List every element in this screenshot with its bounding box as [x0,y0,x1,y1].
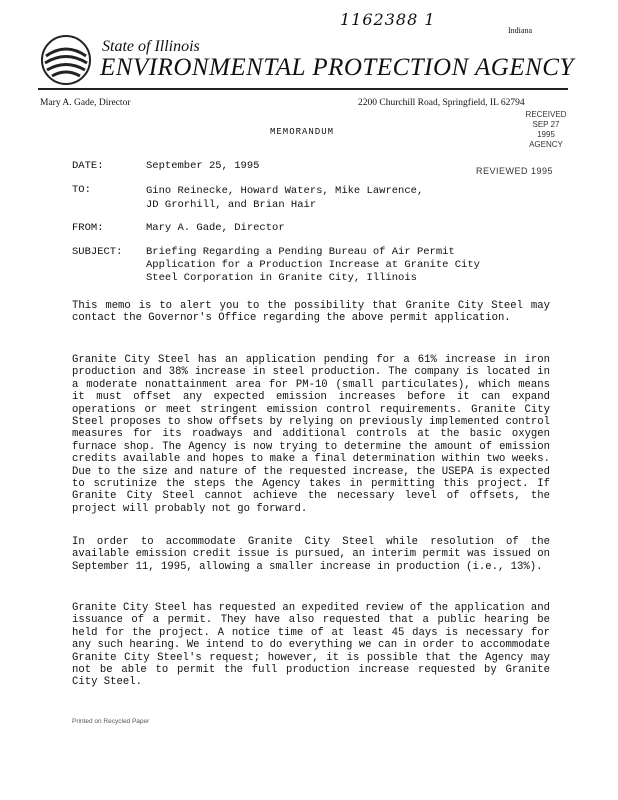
from-value: Mary A. Gade, Director [146,222,285,234]
stamp-line: SEP 27 [532,120,560,129]
subject-label: SUBJECT: [72,246,123,258]
letterhead-rule [38,88,568,90]
body-paragraph: In order to accommodate Granite City Steel while resolution of the available emission credit issue is pursued, an interim permit was issued on September 11, 1995, allowing a smaller increase in production (i.e., 13%). [72,536,550,573]
body-paragraph: Granite City Steel has an application pending for a 61% increase in iron production and 38% increase in steel production. The company is located in a moderate nonattainment area for PM-10 (small particulates), which means it must offset any expected emission increases before it can expand operations or meet stringent emission control requirements. Granite City Steel proposes to show offsets by relying on previously implemented control measures for its roadways and additional controls at the basic oxygen furnace shop. The Agency is now trying to determine the amount of emission credits available and hopes to make a final determination within two weeks. Due to the size and nature of the requested increase, the USEPA is expected to scrutinize the steps the Agency takes in permitting this project. If Granite City Steel cannot achieve the necessary level of offsets, the project will probably not go forward. [72,354,550,515]
body-paragraph: This memo is to alert you to the possibility that Granite City Steel may contact the Governor's Office regarding the above permit application. [72,300,550,325]
stamp-line: 1995 [537,130,555,139]
memo-heading: MEMORANDUM [270,127,335,137]
to-value: Gino Reinecke, Howard Waters, Mike Lawrence, JD Grorhill, and Brian Hair [146,185,424,211]
state-name: State of Illinois [102,38,200,55]
stamp-line: RECEIVED [525,110,567,119]
to-label: TO: [72,184,91,196]
handwritten-document-number: 1162388 1 [340,10,436,29]
date-value: September 25, 1995 [146,160,260,172]
agency-address: 2200 Churchill Road, Springfield, IL 62794 [358,98,525,108]
director-line: Mary A. Gade, Director [40,98,131,108]
subject-value: Briefing Regarding a Pending Bureau of Air Permit Application for a Production Increase at Granite City Steel Corporation in Granite City, Illinois [146,246,480,284]
agency-name: ENVIRONMENTAL PROTECTION AGENCY [100,54,574,81]
date-label: DATE: [72,160,104,172]
from-label: FROM: [72,222,104,234]
illinois-epa-seal-icon [40,34,92,86]
body-paragraph: Granite City Steel has requested an expedited review of the application and issuance of a permit. They have also requested that a public hearing be held for the project. A notice time of at least 45 days is necessary for any such hearing. We intend to do everything we can in order to accommodate Granite City Steel's request; however, it is possible that the Agency may not be able to permit the full production increase requested by Granite City Steel. [72,602,550,689]
reviewed-stamp: REVIEWED 1995 [476,166,554,176]
received-stamp [520,110,572,150]
stamp-line: AGENCY [529,140,563,149]
recycled-paper-footer: Printed on Recycled Paper [72,718,150,725]
top-right-note: Indiana [508,26,532,35]
